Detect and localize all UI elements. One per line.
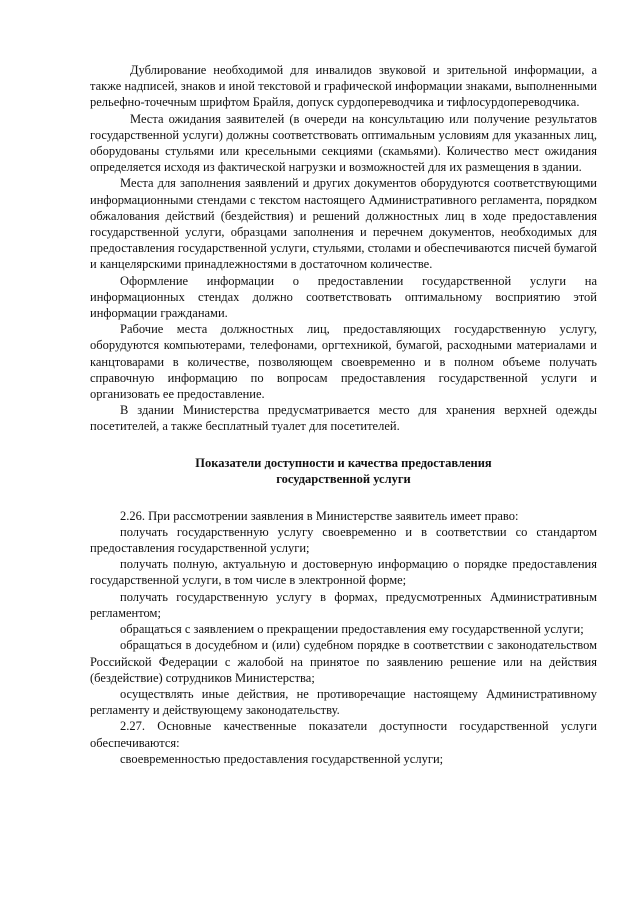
list-item-quality-timeliness: своевременностью предоставления государственной услуги; [120,751,444,766]
list-item-right-termination: обращаться с заявлением о прекращении предоставления ему государственной услуги; [120,622,584,637]
list-item-right-other-actions: осуществлять иные действия, не противоречащие настоящему Административному регламенту и действующему законодательству. [90,686,597,718]
paragraph-workplaces: Рабочие места должностных лиц, предоставляющих государственную услугу, оборудуются компьютерами, телефонами, оргтехникой, бумагой, расходными материалами и канцтоварами в количестве, позволяющем своевременно и в полном объеме получать справочную информацию по вопросам предоставления государственной услуги и организовать ее предоставление. [90,322,597,402]
list-item-right-timely: получать государственную услугу своевременно и в соответствии со стандартом предоставления государственной услуги; [90,524,597,556]
section-heading-line-2: государственной услуги [276,472,411,487]
list-item-right-information: получать полную, актуальную и достоверную информацию о порядке предоставления государственной услуги, в том числе в электронной форме; [90,557,597,588]
paragraph-2-26: 2.26. При рассмотрении заявления в Министерстве заявитель имеет право: [120,508,519,523]
list-item-right-appeal: обращаться в досудебном и (или) судебном порядке в соответствии с законодательством Российской Федерации с жалобой на принятое по заявлению решение или на действия (бездействие) сотрудников Министерства; [90,638,597,685]
paragraph-braille-duplication: Дублирование необходимой для инвалидов звуковой и зрительной информации, а также надписей, знаков и иной текстовой и графической информации знаками, выполненными рельефно-точечным шрифтом Брайля, допуск сурдопереводчика и тифлосурдопереводчика. [90,63,597,110]
paragraph-info-stands: Оформление информации о предоставлении государственной услуги на информационных стендах должно соответствовать оптимальному восприятию этой информации гражданами. [90,273,597,321]
paragraph-waiting-places: Места ожидания заявителей (в очереди на консультацию или получение результатов государственной услуги) должны соответствовать оптимальным условиям для указанных лиц, оборудованы стульями или кресельными секциями (скамьями). Количество мест ожидания определяется исходя из фактической нагрузки и возможностей для их размещения в здании. [90,111,597,175]
paragraph-2-27: 2.27. Основные качественные показатели доступности государственной услуги обеспечиваются: [90,719,597,750]
paragraph-form-filling-places: Места для заполнения заявлений и других документов оборудуются соответствующими информационными стендами с текстом настоящего Административного регламента, порядком обжалования действий (бездействия) и решений должностных лиц в ходе предоставления государственной услуги, образцами заполнения и перечнем документов, необходимых для предоставления государственной услуги, стульями, столами и обеспечиваются писчей бумагой и канцелярскими принадлежностями в достаточном количестве. [90,176,597,272]
paragraph-cloakroom: В здании Министерства предусматривается место для хранения верхней одежды посетителей, а также бесплатный туалет для посетителей. [90,403,597,434]
section-heading-line-1: Показатели доступности и качества предоставления [195,455,492,470]
section-heading [90,455,597,488]
list-item-right-forms: получать государственную услугу в формах, предусмотренных Административным регламентом; [90,589,597,620]
